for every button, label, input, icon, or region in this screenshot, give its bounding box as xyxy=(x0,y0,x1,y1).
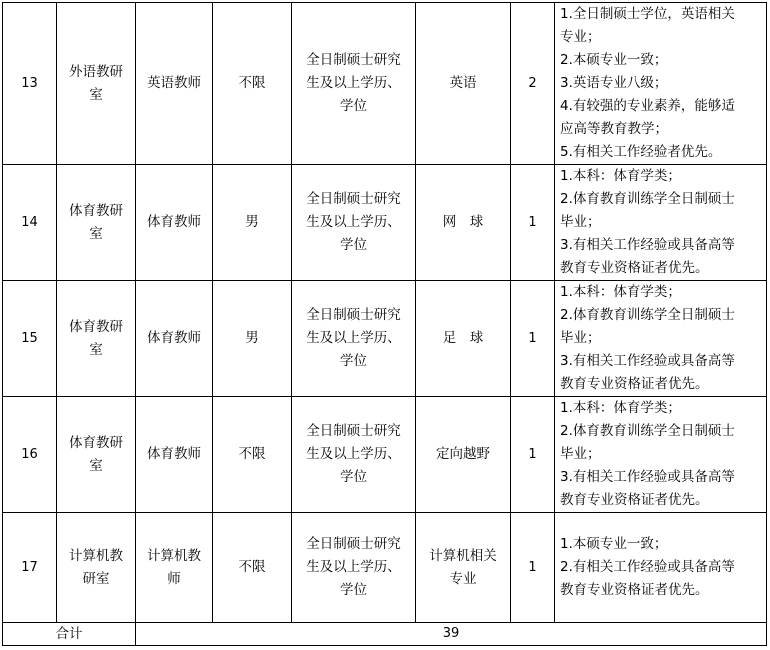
department-cell: 体育教研 室 xyxy=(57,165,136,281)
table-row xyxy=(3,281,767,397)
department-cell: 体育教研 室 xyxy=(57,397,136,513)
education-cell: 全日制硕士研究 生及以上学历、 学位 xyxy=(292,513,416,623)
total-row xyxy=(3,623,767,646)
education-cell: 全日制硕士研究 生及以上学历、 学位 xyxy=(292,397,416,513)
requirements-cell: 1.全日制硕士学位，英语相关 专业； 2.本硕专业一致； 3.英语专业八级； 4.有较强的专业素养，能够适 应高等教育教学； 5.有相关工作经验者优先。 xyxy=(555,3,767,165)
count-cell: 2 xyxy=(511,3,555,165)
row-number: 13 xyxy=(3,3,57,165)
count-cell: 1 xyxy=(511,281,555,397)
table-row xyxy=(3,165,767,281)
gender-cell: 不限 xyxy=(213,3,292,165)
requirements-cell: 1.本硕专业一致； 2.有相关工作经验或具备高等 教育专业资格证者优先。 xyxy=(555,513,767,623)
major-cell: 英语 xyxy=(416,3,511,165)
table-row xyxy=(3,513,767,623)
total-label: 合计 xyxy=(3,623,136,646)
major-cell: 计算机相关 专业 xyxy=(416,513,511,623)
position-cell: 计算机教 师 xyxy=(136,513,213,623)
position-cell: 体育教师 xyxy=(136,165,213,281)
education-cell: 全日制硕士研究 生及以上学历、 学位 xyxy=(292,165,416,281)
row-number: 17 xyxy=(3,513,57,623)
table-row xyxy=(3,397,767,513)
gender-cell: 不限 xyxy=(213,513,292,623)
count-cell: 1 xyxy=(511,165,555,281)
requirements-cell: 1.本科：体育学类； 2.体育教育训练学全日制硕士 毕业； 3.有相关工作经验或具备高等 教育专业资格证者优先。 xyxy=(555,397,767,513)
row-number: 16 xyxy=(3,397,57,513)
education-cell: 全日制硕士研究 生及以上学历、 学位 xyxy=(292,3,416,165)
requirements-cell: 1.本科：体育学类； 2.体育教育训练学全日制硕士 毕业； 3.有相关工作经验或具备高等 教育专业资格证者优先。 xyxy=(555,281,767,397)
count-cell: 1 xyxy=(511,397,555,513)
total-value: 39 xyxy=(136,623,767,646)
position-cell: 体育教师 xyxy=(136,281,213,397)
requirements-cell: 1.本科：体育学类； 2.体育教育训练学全日制硕士 毕业； 3.有相关工作经验或具备高等 教育专业资格证者优先。 xyxy=(555,165,767,281)
major-cell: 定向越野 xyxy=(416,397,511,513)
row-number: 15 xyxy=(3,281,57,397)
major-cell: 网 球 xyxy=(416,165,511,281)
position-cell: 英语教师 xyxy=(136,3,213,165)
department-cell: 体育教研 室 xyxy=(57,281,136,397)
department-cell: 外语教研 室 xyxy=(57,3,136,165)
education-cell: 全日制硕士研究 生及以上学历、 学位 xyxy=(292,281,416,397)
department-cell: 计算机教 研室 xyxy=(57,513,136,623)
position-cell: 体育教师 xyxy=(136,397,213,513)
major-cell: 足 球 xyxy=(416,281,511,397)
recruitment-table xyxy=(2,2,767,646)
gender-cell: 不限 xyxy=(213,397,292,513)
row-number: 14 xyxy=(3,165,57,281)
count-cell: 1 xyxy=(511,513,555,623)
gender-cell: 男 xyxy=(213,281,292,397)
gender-cell: 男 xyxy=(213,165,292,281)
table-row xyxy=(3,3,767,165)
